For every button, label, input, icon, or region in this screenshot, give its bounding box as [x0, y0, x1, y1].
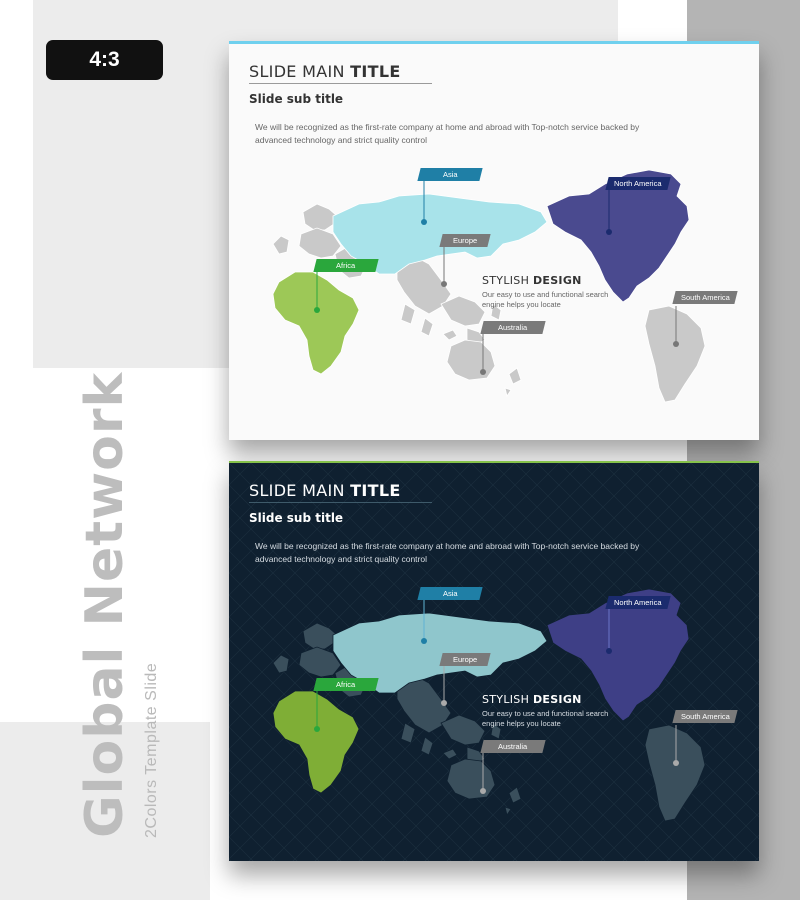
tag-south-america [672, 710, 737, 723]
tag-europe [439, 234, 490, 247]
tag-australia [480, 740, 545, 753]
aspect-ratio-badge: 4:3 [46, 40, 163, 80]
tag-australia-label: Australia [498, 742, 528, 751]
tag-asia-label: Asia [442, 589, 458, 598]
stylish-text: Our easy to use and functional search engine helps you locate [482, 290, 609, 309]
slide-subtitle: Slide sub title [249, 92, 344, 106]
slide-title-bold: TITLE [350, 481, 401, 500]
stylish-heading-regular: STYLISH [482, 693, 533, 706]
tag-africa [313, 259, 378, 272]
tag-asia [417, 168, 482, 181]
tag-australia [480, 321, 545, 334]
tag-south-america-label: South America [680, 712, 730, 721]
tag-africa-label: Africa [336, 261, 356, 270]
tag-europe-label: Europe [452, 655, 478, 664]
tag-north-america [605, 596, 670, 609]
stylish-design-block [482, 274, 612, 310]
tag-africa [313, 678, 378, 691]
tag-north-america-label: North America [614, 179, 662, 188]
title-underline [249, 502, 432, 503]
tag-asia-label: Asia [442, 170, 458, 179]
tag-africa-label: Africa [336, 680, 356, 689]
tag-asia [417, 587, 482, 600]
slide-title-bold: TITLE [350, 62, 401, 81]
title-underline [249, 83, 432, 84]
tag-australia-label: Australia [498, 323, 528, 332]
slide-body-text: We will be recognized as the first-rate company at home and abroad with Top-notch service backed by advanced technology and strict quality control [255, 541, 640, 564]
tag-europe-label: Europe [452, 236, 478, 245]
tag-north-america-label: North America [614, 598, 662, 607]
stylish-design-block [482, 693, 612, 729]
side-subtitle: 2Colors Template Slide [143, 662, 160, 838]
slide-title [249, 481, 401, 500]
tag-north-america [605, 177, 670, 190]
tag-south-america [672, 291, 737, 304]
tag-europe [439, 653, 490, 666]
stylish-text: Our easy to use and functional search engine helps you locate [482, 709, 609, 728]
stylish-heading-bold: DESIGN [532, 693, 582, 706]
side-title: Global Network [75, 371, 135, 838]
slide-title-regular: SLIDE MAIN [249, 62, 351, 81]
stylish-heading-bold: DESIGN [532, 274, 582, 287]
stylish-heading [482, 274, 612, 287]
slide-title [249, 62, 401, 81]
slide-subtitle: Slide sub title [249, 511, 344, 525]
slide-title-regular: SLIDE MAIN [249, 481, 351, 500]
slide-light [229, 41, 759, 440]
slide-dark [229, 461, 759, 861]
tag-south-america-label: South America [680, 293, 730, 302]
slide-body-text: We will be recognized as the first-rate company at home and abroad with Top-notch service backed by advanced technology and strict quality control [255, 122, 640, 145]
africa-shape [273, 272, 359, 374]
stylish-heading-regular: STYLISH [482, 274, 533, 287]
stylish-heading [482, 693, 612, 706]
